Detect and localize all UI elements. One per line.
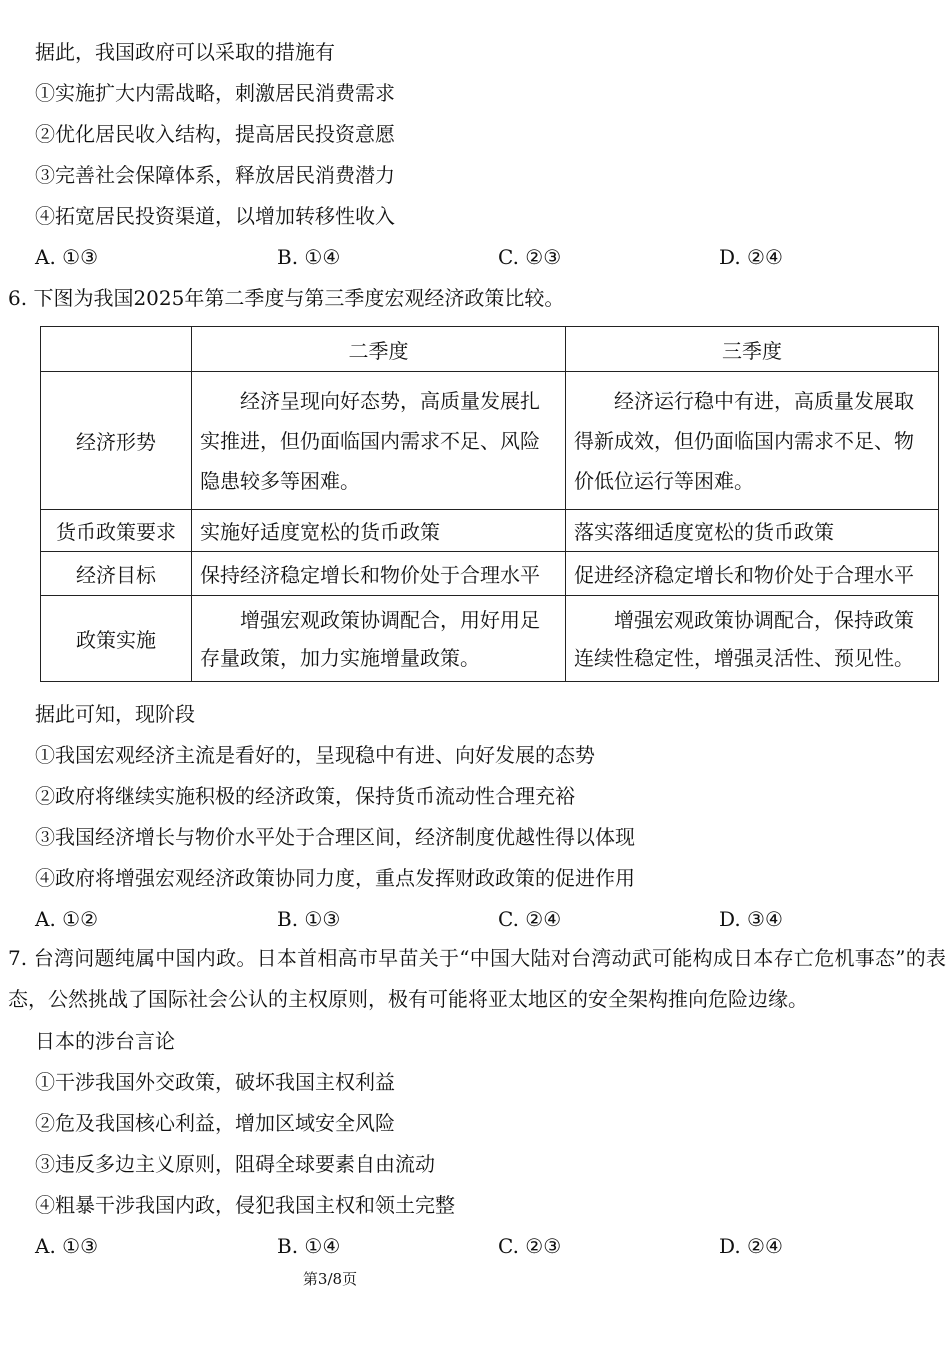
policy-comparison-table [40,326,939,682]
q6-option-a: A. ①② [35,907,99,931]
table-header-q3: 三季度 [566,327,939,372]
q7-item-1: ①干涉我国外交政策，破坏我国主权利益 [35,1070,395,1094]
q5-lead: 据此，我国政府可以采取的措施有 [35,40,335,64]
q5-option-c: C. ②③ [498,245,562,269]
q6-option-b: B. ①③ [277,907,341,931]
q7-lead: 日本的涉台言论 [35,1029,175,1053]
cell-q2: 增强宏观政策协调配合，用好用足存量政策，加力实施增量政策。 [192,596,566,682]
q5-option-d: D. ②④ [719,245,783,269]
q7-option-b: B. ①④ [277,1234,341,1258]
q7-item-2: ②危及我国核心利益，增加区域安全风险 [35,1111,395,1135]
q5-option-a: A. ①③ [35,245,99,269]
table-header-q2: 二季度 [192,327,566,372]
table-header-blank [41,327,192,372]
q7-item-3: ③违反多边主义原则，阻碍全球要素自由流动 [35,1152,435,1176]
q6-item-3: ③我国经济增长与物价水平处于合理区间，经济制度优越性得以体现 [35,825,635,849]
table-row [41,372,939,510]
row-label: 政策实施 [41,596,192,682]
cell-q3: 落实落细适度宽松的货币政策 [566,510,939,552]
q7-item-4: ④粗暴干涉我国内政，侵犯我国主权和领土完整 [35,1193,455,1217]
table-row [41,510,939,552]
table-header-row [41,327,939,372]
q5-item-2: ②优化居民收入结构，提高居民投资意愿 [35,122,395,146]
table-row [41,596,939,682]
cell-q3: 经济运行稳中有进，高质量发展取得新成效，但仍面临国内需求不足、物价低位运行等困难。 [566,372,939,510]
cell-q2: 保持经济稳定增长和物价处于合理水平 [192,552,566,596]
q7-option-c: C. ②③ [498,1234,562,1258]
table-row [41,552,939,596]
q6-stem: 6. 下图为我国2025年第二季度与第三季度宏观经济政策比较。 [8,286,565,310]
q7-option-d: D. ②④ [719,1234,783,1258]
q5-item-4: ④拓宽居民投资渠道，以增加转移性收入 [35,204,395,228]
cell-q3: 增强宏观政策协调配合，保持政策连续性稳定性，增强灵活性、预见性。 [566,596,939,682]
q5-item-1: ①实施扩大内需战略，刺激居民消费需求 [35,81,395,105]
q6-item-1: ①我国宏观经济主流是看好的，呈现稳中有进、向好发展的态势 [35,743,595,767]
q6-option-d: D. ③④ [719,907,783,931]
row-label: 货币政策要求 [41,510,192,552]
q6-item-2: ②政府将继续实施积极的经济政策，保持货币流动性合理充裕 [35,784,575,808]
q5-option-b: B. ①④ [277,245,341,269]
row-label: 经济目标 [41,552,192,596]
cell-q3: 促进经济稳定增长和物价处于合理水平 [566,552,939,596]
q7-stem: 7. 台湾问题纯属中国内政。日本首相高市早苗关于“中国大陆对台湾动武可能构成日本存亡危机事态”的表态，公然挑战了国际社会公认的主权原则，极有可能将亚太地区的安全架构推向危险边缘。 [8,946,946,1011]
q6-lead: 据此可知，现阶段 [35,702,195,726]
cell-q2: 经济呈现向好态势，高质量发展扎实推进，但仍面临国内需求不足、风险隐患较多等困难。 [192,372,566,510]
q5-item-3: ③完善社会保障体系，释放居民消费潜力 [35,163,395,187]
q6-item-4: ④政府将增强宏观经济政策协同力度，重点发挥财政政策的促进作用 [35,866,635,890]
row-label: 经济形势 [41,372,192,510]
page-number: 第3/8页 [302,1270,358,1288]
q6-option-c: C. ②④ [498,907,562,931]
q7-option-a: A. ①③ [35,1234,99,1258]
cell-q2: 实施好适度宽松的货币政策 [192,510,566,552]
